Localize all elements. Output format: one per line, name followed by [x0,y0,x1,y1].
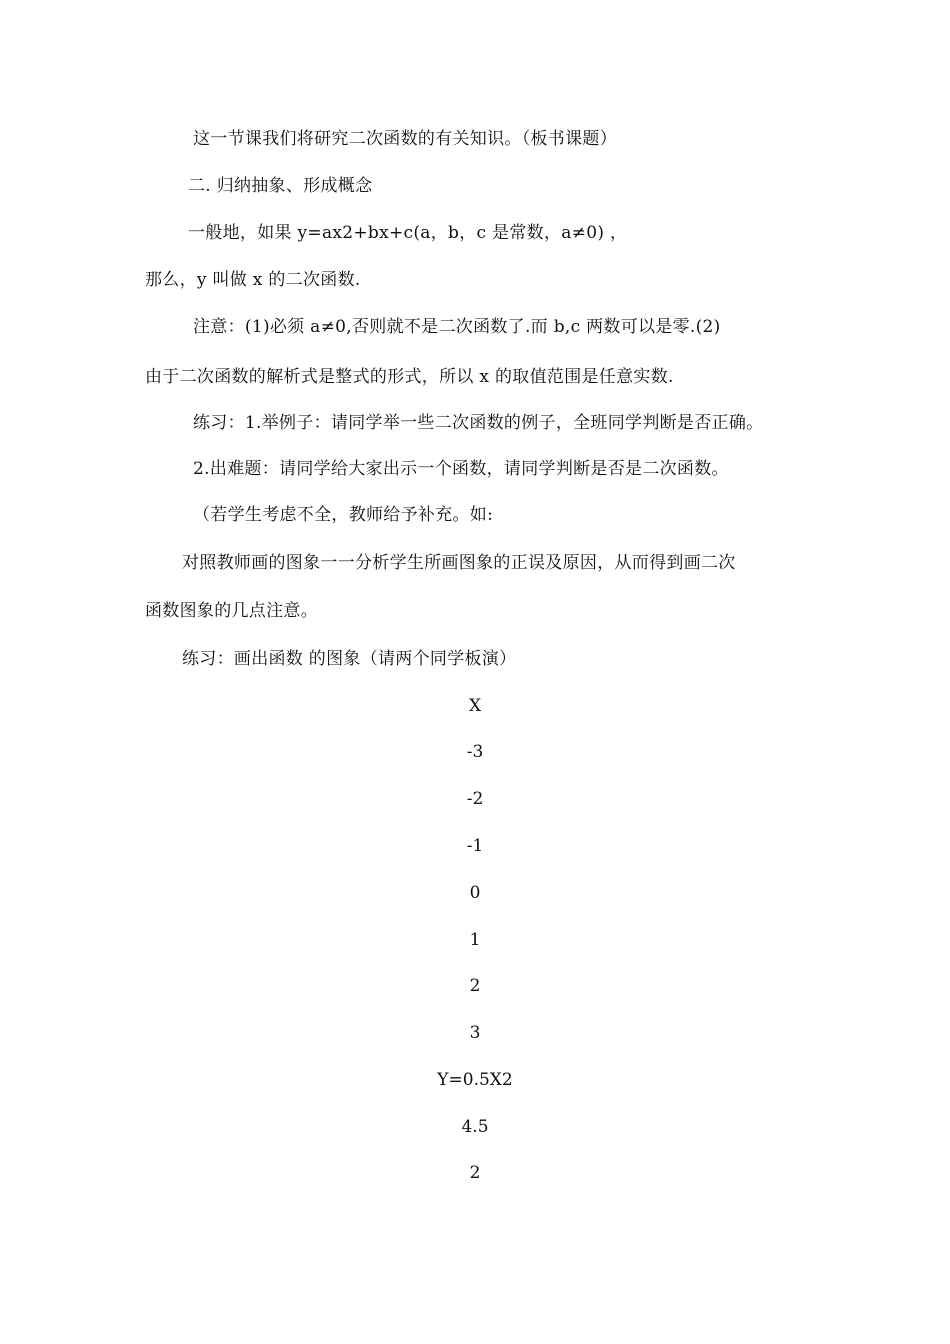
x-value: 2 [469,976,481,996]
note-line-2: 由于二次函数的解析式是整式的形式，所以 x 的取值范围是任意实数. [145,367,674,387]
teacher-note: （若学生考虑不全，教师给予补充。如: [193,505,494,525]
definition-line-2: 那么，y 叫做 x 的二次函数. [145,270,361,290]
y-header: Y=0.5X2 [437,1070,513,1090]
x-value: 3 [469,1023,481,1043]
definition-line-1: 一般地，如果 y=ax2+bx+c(a，b，c 是常数，a≠0) ， [188,223,628,243]
analysis-line-1: 对照教师画的图象一一分析学生所画图象的正误及原因，从而得到画二次 [182,553,736,573]
y-value: 4.5 [461,1117,489,1137]
x-header: X [468,696,482,716]
exercise-2: 2.出难题：请同学给大家出示一个函数，请同学判断是否是二次函数。 [193,459,729,479]
paragraph-intro: 这一节课我们将研究二次函数的有关知识。（板书课题） [193,129,617,149]
exercise-draw: 练习：画出函数 的图象（请两个同学板演） [182,649,517,669]
x-value: -3 [466,742,484,762]
x-value: -1 [466,836,484,856]
analysis-line-2: 函数图象的几点注意。 [145,601,318,621]
section-heading: 二. 归纳抽象、形成概念 [188,176,373,196]
y-value: 2 [469,1163,481,1183]
x-value: -2 [466,789,484,809]
note-line-1: 注意：(1)必须 a≠0,否则就不是二次函数了.而 b,c 两数可以是零.(2) [193,317,721,337]
x-value: 1 [469,930,481,950]
exercise-1: 练习：1.举例子：请同学举一些二次函数的例子，全班同学判断是否正确。 [193,413,764,433]
x-value: 0 [469,883,481,903]
